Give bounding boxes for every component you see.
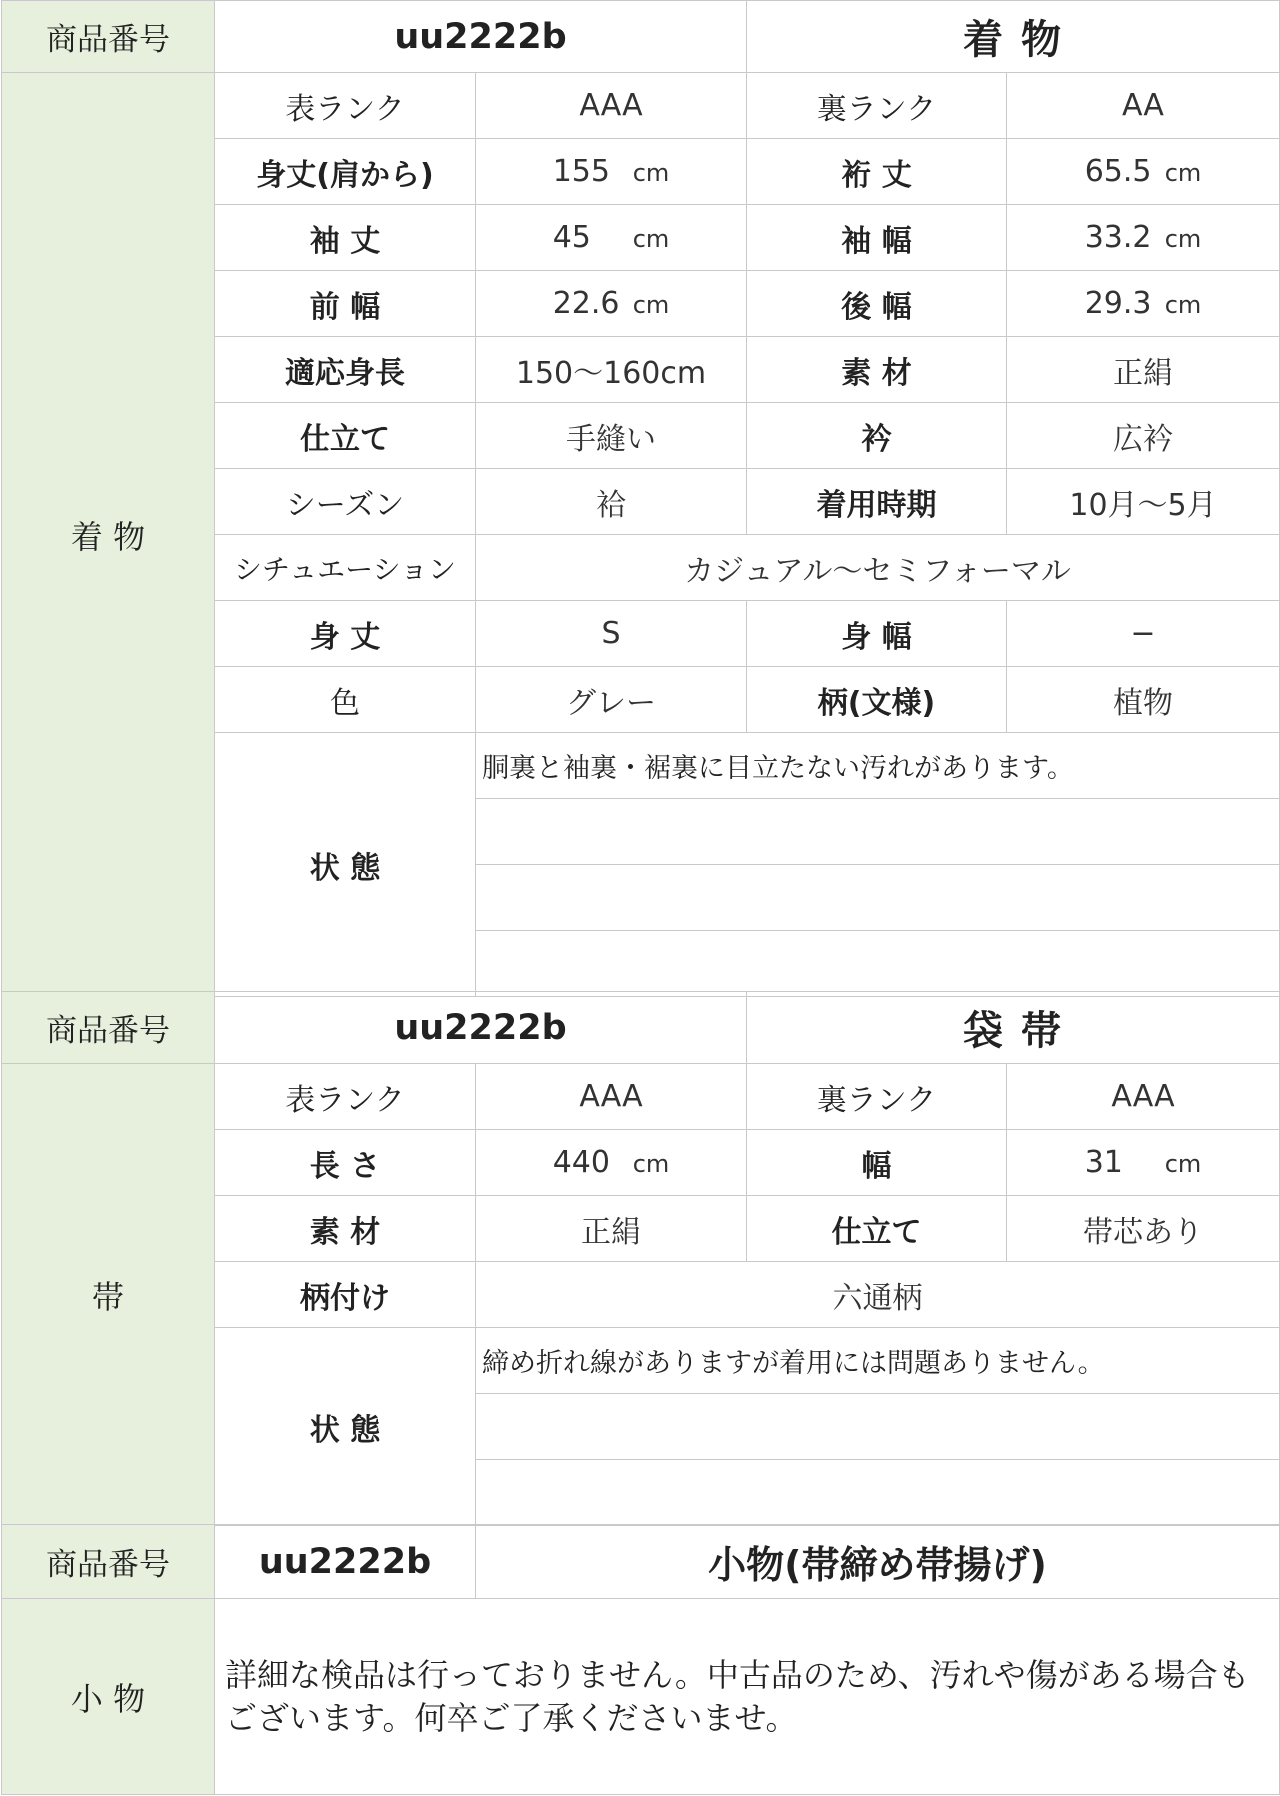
- spec-value: 植物: [1007, 667, 1280, 733]
- spec-label: 長 さ: [215, 1130, 476, 1196]
- spec-label: 裏ランク: [747, 1064, 1007, 1130]
- spec-value: AAA: [476, 73, 747, 139]
- value-number: 45: [552, 220, 591, 255]
- spec-value: 袷: [476, 469, 747, 535]
- komono-title: 小物(帯締め帯揚げ): [476, 1525, 1280, 1599]
- value-unit: cm: [1164, 291, 1202, 319]
- product-number-label: 商品番号: [2, 1, 215, 73]
- spec-value: AAA: [1007, 1064, 1280, 1130]
- condition-text: 締め折れ線がありますが着用には問題ありません。: [476, 1328, 1280, 1394]
- condition-blank-line: [476, 1460, 1280, 1526]
- kimono-title: 着 物: [747, 1, 1280, 73]
- spec-label: シーズン: [215, 469, 476, 535]
- komono-text: 詳細な検品は行っておりません。中古品のため、汚れや傷がある場合もございます。何卒ご了承くださいませ。: [215, 1599, 1280, 1795]
- spec-label: 仕立て: [215, 403, 476, 469]
- spec-value: グレー: [476, 667, 747, 733]
- spec-value: [476, 1130, 747, 1196]
- spec-value: 手縫い: [476, 403, 747, 469]
- obi-section-label: 帯: [2, 1064, 215, 1526]
- spec-value: [1007, 1130, 1280, 1196]
- spec-value: [1007, 205, 1280, 271]
- condition-blank-line: [476, 865, 1280, 931]
- product-number-label: 商品番号: [2, 1525, 215, 1599]
- value-number: 65.5: [1084, 154, 1152, 189]
- spec-label: 身 丈: [215, 601, 476, 667]
- spec-label: 柄(文様): [747, 667, 1007, 733]
- spec-value: [1007, 139, 1280, 205]
- spec-label: 裏ランク: [747, 73, 1007, 139]
- spec-value: [476, 205, 747, 271]
- kimono-table: [1, 0, 1280, 997]
- condition-label: 状 態: [215, 733, 476, 997]
- spec-label: 素 材: [215, 1196, 476, 1262]
- product-number-value: uu2222b: [215, 992, 747, 1064]
- spec-value: 10月〜5月: [1007, 469, 1280, 535]
- spec-label: 幅: [747, 1130, 1007, 1196]
- spec-label: 色: [215, 667, 476, 733]
- value-number: 33.2: [1084, 220, 1152, 255]
- product-number-label: 商品番号: [2, 992, 215, 1064]
- spec-value: −: [1007, 601, 1280, 667]
- spec-label: 裄 丈: [747, 139, 1007, 205]
- spec-label: 前 幅: [215, 271, 476, 337]
- value-unit: cm: [632, 1150, 670, 1178]
- spec-value: AAA: [476, 1064, 747, 1130]
- value-number: 29.3: [1084, 286, 1152, 321]
- spec-label: 着用時期: [747, 469, 1007, 535]
- spec-label: 袖 幅: [747, 205, 1007, 271]
- spec-label: 身丈(肩から): [215, 139, 476, 205]
- spec-value: [1007, 271, 1280, 337]
- spec-label: 仕立て: [747, 1196, 1007, 1262]
- value-unit: cm: [1164, 225, 1202, 253]
- condition-blank-line: [476, 931, 1280, 997]
- product-number-value: uu2222b: [215, 1525, 476, 1599]
- spec-label: 後 幅: [747, 271, 1007, 337]
- spec-value: 帯芯あり: [1007, 1196, 1280, 1262]
- spec-value: 正絹: [1007, 337, 1280, 403]
- condition-text: 胴裏と袖裏・裾裏に目立たない汚れがあります。: [476, 733, 1280, 799]
- value-number: 440: [552, 1145, 610, 1180]
- spec-label: 表ランク: [215, 1064, 476, 1130]
- spec-label: 衿: [747, 403, 1007, 469]
- pattern-label: 柄付け: [215, 1262, 476, 1328]
- komono-table: [1, 1524, 1280, 1795]
- situation-value: カジュアル〜セミフォーマル: [476, 535, 1280, 601]
- komono-section-label: 小 物: [2, 1599, 215, 1795]
- value-unit: cm: [632, 225, 670, 253]
- value-number: 22.6: [552, 286, 620, 321]
- spec-label: 素 材: [747, 337, 1007, 403]
- spec-value: [476, 139, 747, 205]
- spec-value: 150〜160cm: [476, 337, 747, 403]
- spec-value: AA: [1007, 73, 1280, 139]
- situation-label: シチュエーション: [215, 535, 476, 601]
- value-unit: cm: [632, 291, 670, 319]
- pattern-value: 六通柄: [476, 1262, 1280, 1328]
- spec-label: 袖 丈: [215, 205, 476, 271]
- value-number: 155: [552, 154, 610, 189]
- condition-label: 状 態: [215, 1328, 476, 1526]
- obi-table: [1, 991, 1280, 1526]
- value-number: 31: [1084, 1145, 1123, 1180]
- value-unit: cm: [1164, 159, 1202, 187]
- kimono-section-label: 着 物: [2, 73, 215, 997]
- spec-value: S: [476, 601, 747, 667]
- spec-value: [476, 271, 747, 337]
- spec-label: 適応身長: [215, 337, 476, 403]
- obi-title: 袋 帯: [747, 992, 1280, 1064]
- value-unit: cm: [1164, 1150, 1202, 1178]
- spec-value: 広衿: [1007, 403, 1280, 469]
- condition-blank-line: [476, 1394, 1280, 1460]
- value-unit: cm: [632, 159, 670, 187]
- spec-label: 身 幅: [747, 601, 1007, 667]
- spec-value: 正絹: [476, 1196, 747, 1262]
- spec-label: 表ランク: [215, 73, 476, 139]
- product-number-value: uu2222b: [215, 1, 747, 73]
- condition-blank-line: [476, 799, 1280, 865]
